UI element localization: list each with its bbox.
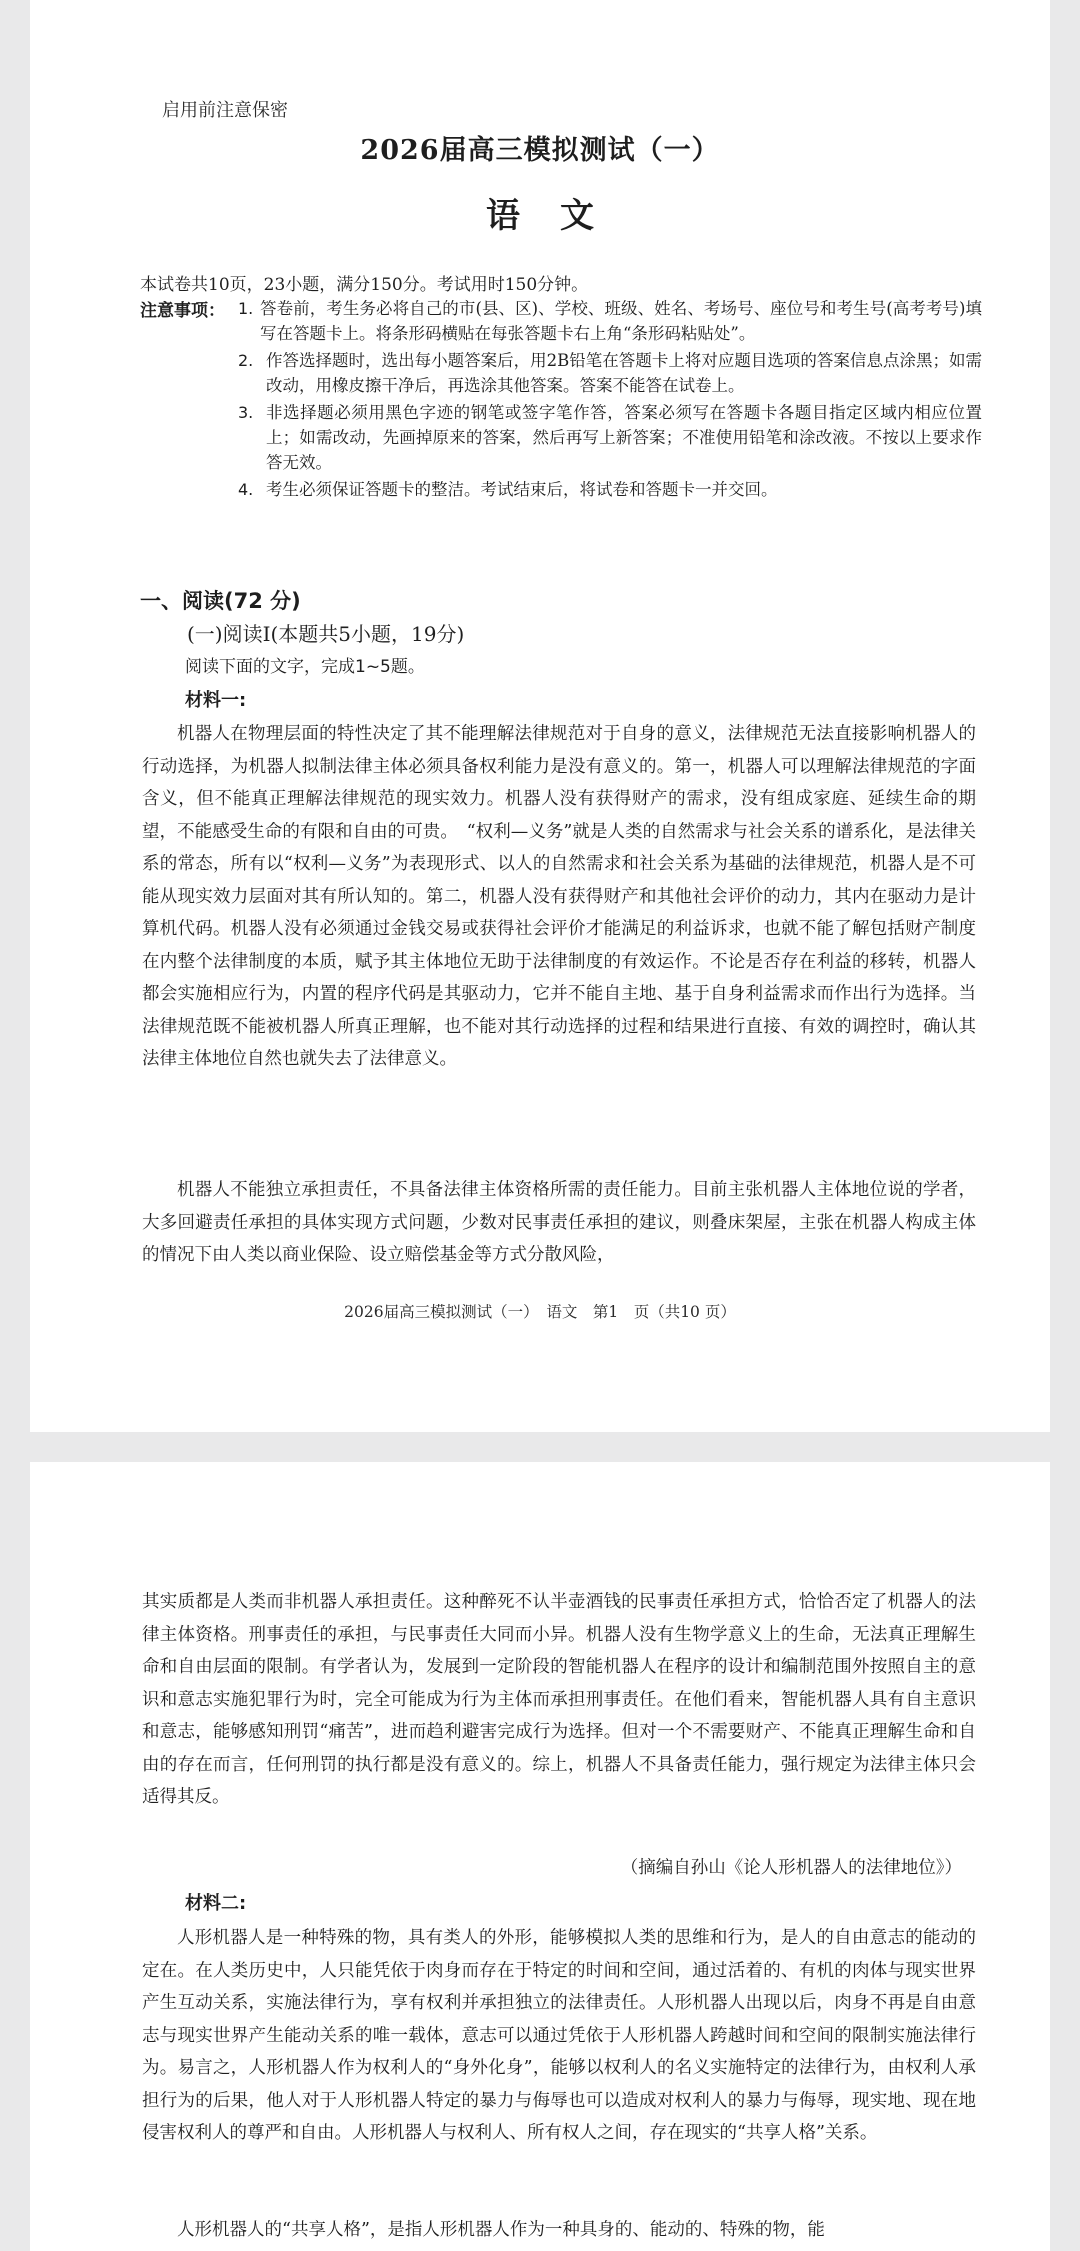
page-footer: 2026届高三模拟测试（一） 语文 第1 页（共10 页） — [344, 1303, 736, 1321]
notice-text: 作答选择题时，选出每小题答案后，用2B铅笔在答题卡上将对应题目选项的答案信息点涂黑；如需改动，用橡皮擦干净后，再选涂其他答案。答案不能答在试卷上。 — [266, 351, 982, 395]
exam-title: 2026届高三模拟测试（一） — [360, 135, 720, 166]
notice-item — [238, 477, 982, 502]
material-two-paragraph-1: 人形机器人是一种特殊的物，具有类人的外形，能够模拟人类的思维和行为，是人的自由意志的能动的定在。在人类历史中，人只能凭依于肉身而存在于特定的时间和空间，通过活着的、有机的肉体与现实世界产生互动关系，实施法律行为，享有权利并承担独立的法律责任。人形机器人出现以后，肉身不再是自由意志与现实世界产生能动关系的唯一载体，意志可以通过凭依于人形机器人跨越时间和空间的限制实施法律行为。易言之，人形机器人作为权利人的“身外化身”，能够以权利人的名义实施特定的法律行为，由权利人承担行为的后果，他人对于人形机器人特定的暴力与侮辱也可以造成对权利人的暴力与侮辱，现实地、现在地侵害权利人的尊严和自由。人形机器人与权利人、所有权人之间，存在现实的“共享人格”关系。 — [142, 1928, 976, 2143]
material-two-heading: 材料二: — [185, 1893, 247, 1914]
notice-text: 考生必须保证答题卡的整洁。考试结束后，将试卷和答题卡一并交回。 — [266, 480, 778, 499]
notice-item — [238, 296, 982, 346]
exam-page-1 — [30, 0, 1050, 1432]
source-citation: （摘编自孙山《论人形机器人的法律地位》） — [620, 1858, 962, 1878]
material-one-heading: 材料一: — [185, 690, 247, 711]
notice-number: 1. — [238, 299, 254, 318]
notice-number: 2. — [238, 351, 254, 370]
material-one-paragraph-1: 机器人在物理层面的特性决定了其不能理解法律规范对于自身的意义，法律规范无法直接影响机器人的行动选择，为机器人拟制法律主体必须具备权利能力是没有意义的。第一，机器人可以理解法律规范的字面含义，但不能真正理解法律规范的现实效力。机器人没有获得财产的需求，没有组成家庭、延续生命的期望，不能感受生命的有限和自由的可贵。 “权利—义务”就是人类的自然需求与社会关系的谱系化，是法律关系的常态，所有以“权利—义务”为表现形式、以人的自然需求和社会关系为基础的法律规范，机器人是不可能从现实效力层面对其有所认知的。第二，机器人没有获得财产和其他社会评价的动力，其内在驱动力是计算机代码。机器人没有必须通过金钱交易或获得社会评价才能满足的利益诉求，也就不能了解包括财产制度在内整个法律制度的本质，赋予其主体地位无助于法律制度的有效运作。不论是否存在利益的移转，机器人都会实施相应行为，内置的程序代码是其驱动力，它并不能自主地、基于自身利益需求而作出行为选择。当法律规范既不能被机器人所真正理解，也不能对其行动选择的过程和结果进行直接、有效的调控时，确认其法律主体地位自然也就失去了法律意义。 — [142, 724, 976, 1069]
exam-page-2 — [30, 1462, 1050, 2251]
notice-item — [238, 400, 982, 475]
reading-instruction: 阅读下面的文字，完成1~5题。 — [185, 657, 425, 677]
subsection-heading: (一)阅读I(本题共5小题，19分) — [187, 622, 465, 646]
notice-label: 注意事项： — [140, 301, 225, 321]
notice-number: 4. — [238, 480, 254, 499]
notice-list — [238, 296, 982, 504]
exam-intro: 本试卷共10页，23小题，满分150分。考试用时150分钟。 — [140, 275, 589, 295]
notice-text: 答卷前，考生务必将自己的市(县、区)、学校、班级、姓名、考场号、座位号和考生号(高考考号)填写在答题卡上。将条形码横贴在每张答题卡右上角“条形码粘贴处”。 — [260, 299, 982, 343]
notice-item — [238, 348, 982, 398]
material-one-paragraph-2: 机器人不能独立承担责任，不具备法律主体资格所需的责任能力。目前主张机器人主体地位说的学者，大多回避责任承担的具体实现方式问题，少数对民事责任承担的建议，则叠床架屋，主张在机器人构成主体的情况下由人类以商业保险、设立赔偿基金等方式分散风险， — [142, 1180, 976, 1265]
material-one-paragraph-2-continued: 其实质都是人类而非机器人承担责任。这种醉死不认半壶酒钱的民事责任承担方式，恰恰否定了机器人的法律主体资格。刑事责任的承担，与民事责任大同而小异。机器人没有生物学意义上的生命，无法真正理解生命和自由层面的限制。有学者认为，发展到一定阶段的智能机器人在程序的设计和编制范围外按照自主的意识和意志实施犯罪行为时，完全可能成为行为主体而承担刑事责任。在他们看来，智能机器人具有自主意识和意志，能够感知刑罚“痛苦”，进而趋利避害完成行为选择。但对一个不需要财产、不能真正理解生命和自由的存在而言，任何刑罚的执行都是没有意义的。综上，机器人不具备责任能力，强行规定为法律主体只会适得其反。 — [142, 1592, 976, 1807]
notice-number: 3. — [238, 403, 254, 422]
confidentiality-note: 启用前注意保密 — [162, 100, 288, 121]
notice-text: 非选择题必须用黑色字迹的钢笔或签字笔作答，答案必须写在答题卡各题目指定区域内相应位置上；如需改动，先画掉原来的答案，然后再写上新答案；不准使用铅笔和涂改液。不按以上要求作答无效。 — [266, 403, 982, 472]
subject-title: 语文 — [486, 196, 634, 236]
material-two-paragraph-2: 人形机器人的“共享人格”，是指人形机器人作为一种具身的、能动的、特殊的物，能 — [177, 2220, 825, 2240]
section-heading: 一、阅读(72 分) — [140, 589, 301, 613]
